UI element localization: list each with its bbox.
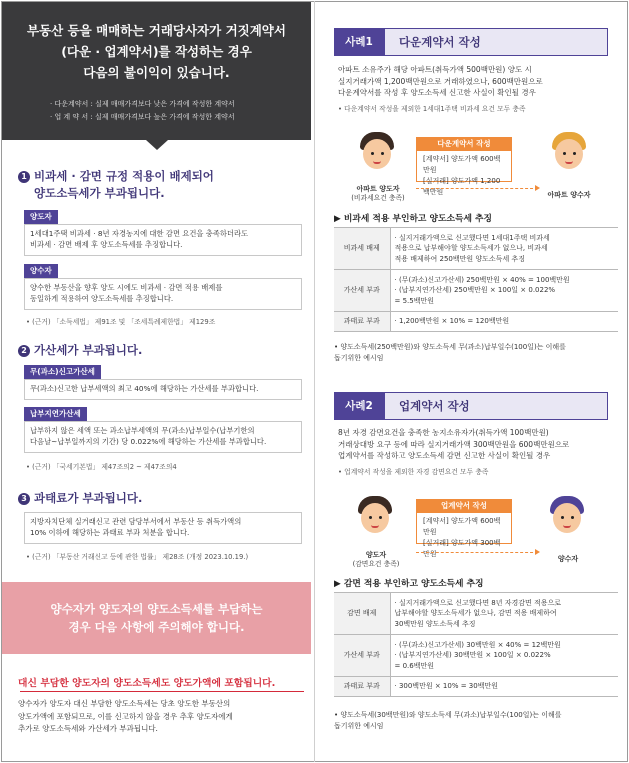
row-key: 가산세 부과 [334, 635, 390, 677]
intro-title: 부동산 등을 매매하는 거래당사자가 거짓계약서 (다운 · 업계약서)를 작성하는 경우 다음의 불이익이 있습니다. [27, 23, 286, 80]
case2-badge: 사례2 [334, 392, 384, 420]
section3-title: 과태료가 부과됩니다. [34, 491, 143, 505]
section3-text: 지방자치단체 실거래신고 관련 담당부서에서 부동산 등 취득가액의 10% 이하에 해당하는 과태료 부과 처분을 합니다. [24, 512, 302, 544]
table-row [334, 635, 618, 677]
section3-ref: • (근거) 「부동산 거래신고 등에 관한 법률」 제28조 (개정 2023.10.19.) [26, 553, 249, 561]
row-value: · 300백만원 × 10% = 30백만원 [390, 677, 618, 697]
case1-seller-sub: (비과세요건 충족) [351, 194, 405, 202]
intro-notes [50, 98, 235, 124]
case1-arrow-icon [416, 188, 538, 189]
section3-number: 3 [18, 493, 30, 505]
case2-label: 업계약서 작성 [384, 392, 608, 420]
case2-buyer-caption [528, 546, 608, 564]
table-row [334, 593, 618, 635]
section1-title-line1: 비과세 · 감면 규정 적용이 배제되어 [34, 169, 214, 183]
row-key: 과태료 부과 [334, 677, 390, 697]
table-row [334, 228, 618, 270]
case1-buyer-name: 아파트 양수자 [547, 191, 591, 199]
table-row [334, 312, 618, 332]
case1-contract-head: 다운계약서 작성 [416, 137, 512, 150]
case2-contract-box: [계약서] 양도가액 600백만원 [실거래] 양도가액 300백만원 [416, 512, 512, 544]
case1-contract-box: [계약서] 양도가액 600백만원 [실거래] 양도가액 1,200백만원 [416, 150, 512, 182]
case2-table [334, 592, 618, 697]
case1-label: 다운계약서 작성 [384, 28, 608, 56]
section1-heading [18, 168, 214, 184]
section1-seller-text: 1세대1주택 비과세 · 8년 자경농지에 대한 감면 요건을 충족하더라도 비과세 · 감면 배제 후 양도소득세를 추징합니다. [24, 224, 302, 256]
warning-text: 양수자가 양도자 대신 부담한 양도소득세는 당초 양도한 부동산의 양도가액에 포함되므로, 이를 신고하지 않을 경우 추후 양도자에게 추가로 양도소득세와 가산세가 부과됩니다. [18, 699, 233, 733]
row-value: · 1,200백만원 × 10% = 120백만원 [390, 312, 618, 332]
row-key: 과태료 부과 [334, 312, 390, 332]
case1-badge: 사례1 [334, 28, 384, 56]
section2-number: 2 [18, 345, 30, 357]
right-column [316, 2, 627, 761]
tag-seller: 양도자 [24, 210, 58, 224]
table-row [334, 677, 618, 697]
buyer-avatar-icon [548, 130, 590, 172]
left-column [2, 2, 313, 761]
buyer2-avatar-icon [546, 494, 588, 536]
case1-seller-name: 아파트 양도자 [356, 185, 400, 193]
row-key: 감면 배제 [334, 593, 390, 635]
case2-header [334, 392, 608, 420]
case2-buyer-name: 양수자 [557, 555, 579, 563]
row-value: · 실지거래가액으로 신고했다면 1세대1주택 비과세 적용으로 납부해야할 양도소득세가 없으나, 비과세 적용 배제하여 250백만원 양도소득세 추징 [390, 228, 618, 270]
case2-seller-caption [336, 542, 416, 578]
case2-body: 8년 자경 감면요건을 충족한 농지소유자가(취득가액 100백만원) 거래상대방 요구 등에 따라 실지거래가액 300백만원을 600백만원으로 업계약서를 작성하고 양도소득세 감면 신고한 사실이 확인될 경우 [338, 428, 570, 460]
section2-heading [18, 342, 142, 358]
row-value: · (무(과소)신고가산세) 30백만원 × 40% = 12백만원 · (납부지연가산세) 30백만원 × 100일 × 0.022% = 0.6백만원 [390, 635, 618, 677]
case1-note: • 다운계약서 작성을 제외한 1세대1주택 비과세 요건 모두 충족 [338, 105, 526, 113]
case2-seller-name: 양도자 [365, 551, 387, 559]
section2-title: 가산세가 부과됩니다. [34, 343, 143, 357]
buyer-warning-title: 양수자가 양도자의 양도소득세를 부담하는 경우 다음 사항에 주의해야 합니다. [50, 602, 263, 634]
row-key: 비과세 배제 [334, 228, 390, 270]
seller-avatar-icon [356, 130, 398, 172]
warning-underline [20, 691, 304, 692]
buyer-warning-banner [2, 582, 311, 654]
case1-body: 아파트 소유주가 해당 아파트(취득가액 500백만원) 양도 시 실지거래가액 1,200백만원으로 거래하였으나, 600백만원으로 다운계약서를 작성 후 양도소득세 신고한 사실이 확인될 경우 [338, 65, 543, 97]
section1-title-line2: 양도소득세가 부과됩니다. [34, 186, 165, 200]
case2-arrow-icon [416, 552, 538, 553]
case1-subheading: ▶ 비과세 적용 부인하고 양도소득세 추징 [334, 214, 493, 224]
seller2-avatar-icon [354, 494, 396, 536]
intro-note-up: · 업 계 약 서 : 실제 매매가격보다 높은 가격에 작성한 계약서 [50, 113, 235, 121]
case1-seller-caption [338, 176, 418, 212]
section1-buyer-text: 양수한 부동산을 향후 양도 시에도 비과세 · 감면 적용 배제를 동일하게 적용하여 양도소득세를 추징합니다. [24, 278, 302, 310]
section1-number: 1 [18, 171, 30, 183]
case2-footnote: • 양도소득세(30백만원)와 양도소득세 무(과소)납부일수(100일)는 이해를 돕기위한 예시임 [334, 711, 562, 730]
intro-note-down: · 다운계약서 : 실제 매매가격보다 낮은 가격에 작성한 계약서 [50, 100, 235, 108]
tag-buyer: 양수자 [24, 264, 58, 278]
row-value: · (무(과소)신고가산세) 250백만원 × 40% = 100백만원 · (납부지연가산세) 250백만원 × 100일 × 0.022% = 5.5백만원 [390, 270, 618, 312]
case1-footnote: • 양도소득세(250백만원)와 양도소득세 무(과소)납부일수(100일)는 이해를 돕기위한 예시임 [334, 343, 566, 362]
section2-late-text: 납부하지 않은 세액 또는 과소납부세액의 무(과소)납부일수(납부기한의 다음날~납부일까지의 기간) 당 0.022%에 해당하는 가산세를 부과합니다. [24, 421, 302, 453]
case1-buyer-caption [528, 182, 610, 200]
case1-header [334, 28, 608, 56]
column-divider [314, 1, 315, 762]
row-value: · 실지거래가액으로 신고했다면 8년 자경감면 적용으로 납부해야할 양도소득세가 없으나, 감면 적용 배제하여 30백만원 양도소득세 추징 [390, 593, 618, 635]
case2-contract-head: 업계약서 작성 [416, 499, 512, 512]
row-key: 가산세 부과 [334, 270, 390, 312]
section3-heading [18, 490, 142, 506]
table-row [334, 270, 618, 312]
banner-pointer [146, 140, 168, 150]
warning-heading: 대신 부담한 양도자의 양도소득세도 양도가액에 포함됩니다. [18, 678, 276, 689]
section1-ref: • (근거) 「소득세법」 제91조 및 「조세특례제한법」 제129조 [26, 318, 216, 326]
section2-report-text: 무(과소)신고한 납부세액의 최고 40%에 해당하는 가산세를 부과합니다. [24, 379, 302, 400]
case2-note: • 업계약서 작성을 제외한 자경 감면요건 모두 충족 [338, 468, 489, 476]
section2-ref: • (근거) 「국세기본법」 제47조의2 ~ 제47조의4 [26, 463, 177, 471]
tag-report-penalty: 무(과소)신고가산세 [24, 365, 101, 379]
case2-subheading: ▶ 감면 적용 부인하고 양도소득세 추징 [334, 579, 484, 589]
case1-table [334, 227, 618, 332]
intro-banner [2, 2, 311, 140]
tag-late-payment: 납부지연가산세 [24, 407, 87, 421]
case2-seller-sub: (감면요건 충족) [352, 560, 400, 568]
